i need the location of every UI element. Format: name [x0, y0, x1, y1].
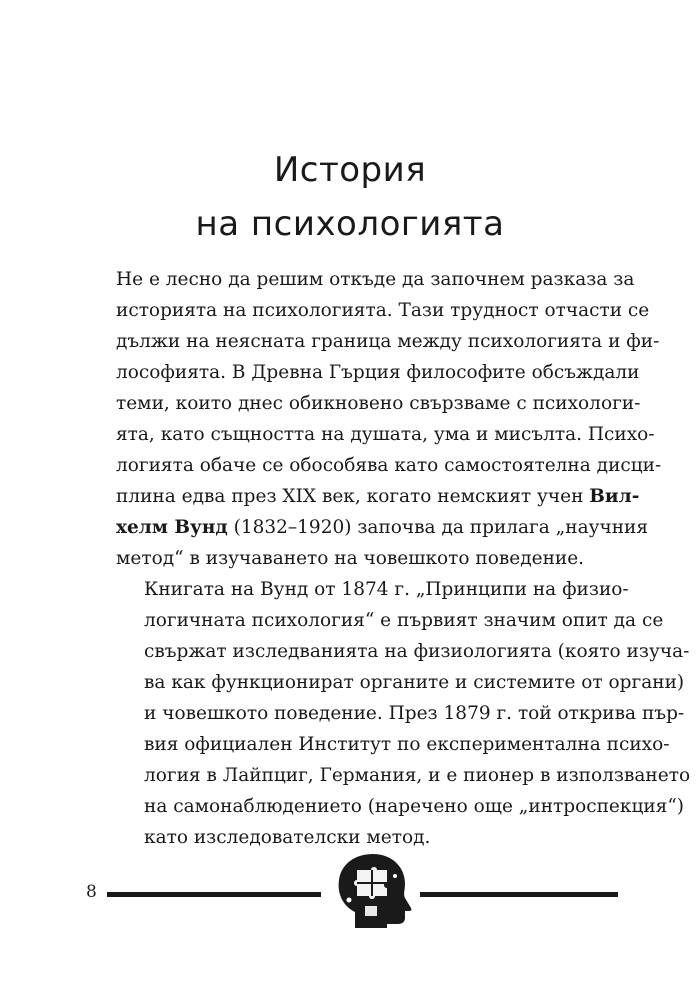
- body-text: [116, 264, 691, 853]
- chapter-title-line-1: История: [273, 150, 427, 190]
- text-line: ята, като същността на душата, ума и мисълта. Психо-: [116, 424, 655, 445]
- chapter-title-line-2: на психологията: [195, 204, 505, 244]
- text-segment: (1832–1920) започва да прилага „научния: [227, 517, 649, 538]
- text-line: логията обаче се обособява като самостоятелна дисци-: [116, 455, 662, 476]
- footer-rule-right: [420, 892, 618, 897]
- text-line: вия официален Институт по експериментална психо-: [144, 734, 670, 755]
- page-footer: [0, 850, 700, 930]
- text-line: теми, които днес обикновено свързваме с психологи-: [116, 393, 641, 414]
- page-number: 8: [86, 882, 97, 902]
- text-line: историята на психологията. Тази трудност отчасти се: [116, 300, 650, 321]
- text-line: логичната психология“ е първият значим опит да се: [144, 610, 664, 631]
- text-line: лософията. В Древна Гърция философите обсъждали: [116, 362, 640, 383]
- text-line: като изследователски метод.: [144, 827, 431, 848]
- text-line: и човешкото поведение. През 1879 г. той открива пър-: [144, 703, 685, 724]
- text-line-with-name: [116, 481, 640, 512]
- person-name-bold: хелм Вунд: [116, 517, 228, 538]
- text-segment: плина едва през XIX век, когато немският учен: [116, 486, 590, 507]
- text-line: на самонаблюдението (наречено още „интроспекция“): [144, 796, 685, 817]
- text-line-with-name: [116, 512, 649, 543]
- text-line: метод“ в изучаването на човешкото поведение.: [116, 548, 585, 569]
- text-line: Книгата на Вунд от 1874 г. „Принципи на физио-: [144, 579, 629, 600]
- text-line: свържат изследванията на физиологията (която изуча-: [144, 641, 690, 662]
- paragraph-2: [116, 574, 691, 853]
- text-line: Не е лесно да решим откъде да започнем разказа за: [116, 269, 635, 290]
- chapter-title: [0, 143, 700, 251]
- person-name-bold: Вил-: [589, 486, 640, 507]
- text-line: логия в Лайпциг, Германия, и е пионер в използването: [144, 765, 691, 786]
- text-line: ва как функционират органите и системите от органи): [144, 672, 685, 693]
- text-line: дължи на неясната граница между психологията и фи-: [116, 331, 660, 352]
- footer-rule-left: [107, 892, 321, 897]
- paragraph-1: [116, 264, 662, 574]
- puzzle-head-icon: [325, 850, 417, 932]
